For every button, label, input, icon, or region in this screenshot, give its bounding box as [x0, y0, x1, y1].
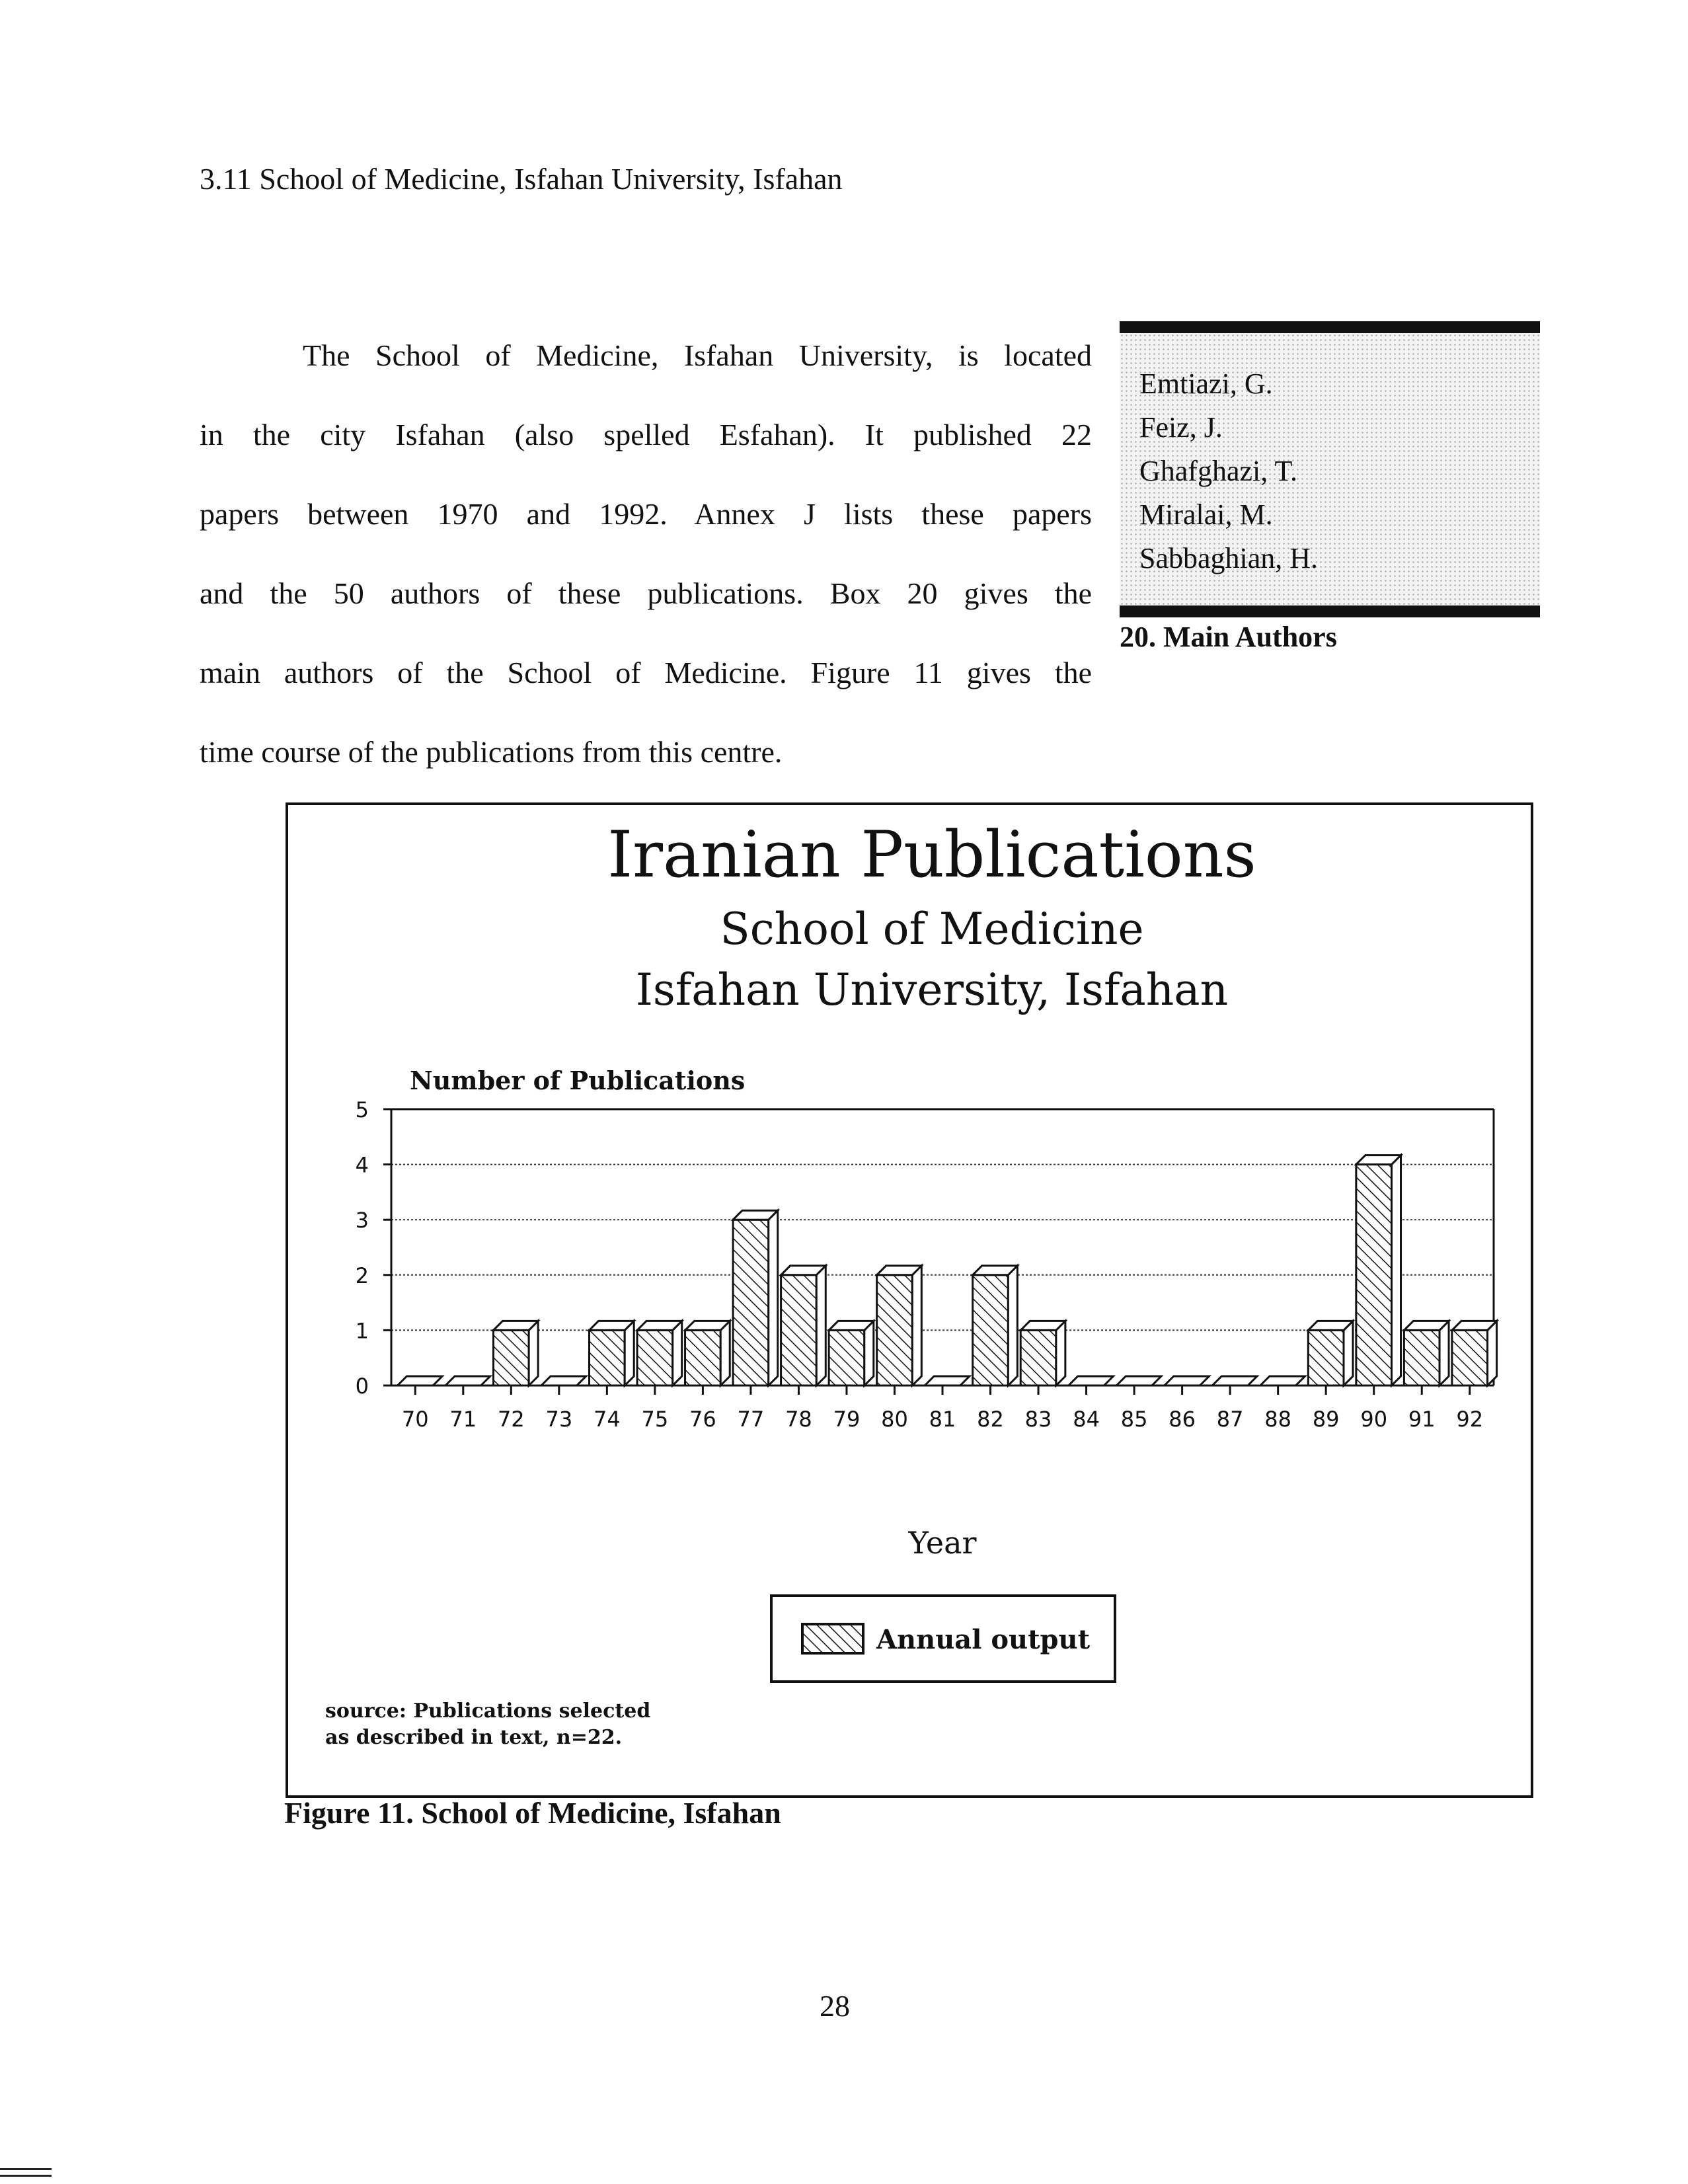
x-tick-label: 78	[785, 1407, 812, 1432]
y-tick-label: 0	[355, 1374, 369, 1399]
paragraph-line: papers between 1970 and 1992. Annex J lists these papers	[200, 497, 1092, 531]
scan-artifact-line	[0, 2175, 52, 2177]
bar-top	[1165, 1376, 1209, 1385]
bar-top	[397, 1376, 442, 1385]
bar	[829, 1330, 864, 1385]
main-authors-box	[1120, 321, 1540, 617]
bar-top	[541, 1376, 586, 1385]
x-tick-label: 80	[881, 1407, 908, 1432]
source-note: as described in text, n=22.	[325, 1726, 623, 1749]
chart-title: Iranian Publications	[607, 818, 1256, 892]
bar	[781, 1275, 817, 1385]
bar-side	[1008, 1266, 1017, 1385]
x-tick-label: 75	[641, 1407, 669, 1432]
bar-top	[1404, 1321, 1449, 1330]
plot-area	[356, 1097, 1497, 1432]
y-tick-label: 2	[355, 1263, 369, 1288]
bar	[1020, 1330, 1056, 1385]
bar-top	[1020, 1321, 1065, 1330]
x-tick-label: 79	[833, 1407, 861, 1432]
body-paragraph	[200, 316, 1092, 792]
x-tick-label: 86	[1169, 1407, 1196, 1432]
bar-side	[720, 1321, 730, 1385]
bar	[733, 1220, 769, 1385]
chart-subtitle: Isfahan University, Isfahan	[635, 964, 1229, 1015]
figure-caption: Figure 11. School of Medicine, Isfahan	[284, 1796, 781, 1830]
scan-artifact-line	[0, 2168, 52, 2170]
x-tick-label: 77	[737, 1407, 765, 1432]
y-axis-label: Number of Publications	[410, 1066, 746, 1095]
x-tick-label: 82	[977, 1407, 1004, 1432]
authors-list	[1139, 362, 1318, 580]
x-tick-label: 90	[1360, 1407, 1388, 1432]
bar-top	[1069, 1376, 1114, 1385]
bar-top	[973, 1266, 1018, 1275]
page-number: 28	[820, 1989, 850, 2023]
x-tick-label: 71	[449, 1407, 477, 1432]
y-tick-label: 3	[355, 1208, 369, 1233]
bar	[1404, 1330, 1439, 1385]
bar-top	[685, 1321, 730, 1330]
x-tick-label: 89	[1312, 1407, 1340, 1432]
bar-top	[1116, 1376, 1161, 1385]
bar-top	[637, 1321, 682, 1330]
bar	[877, 1275, 913, 1385]
bar-side	[1392, 1155, 1401, 1385]
x-tick-label: 83	[1024, 1407, 1052, 1432]
x-tick-label: 84	[1073, 1407, 1100, 1432]
author-name: Miralai, M.	[1139, 498, 1273, 531]
bar-top	[877, 1266, 922, 1275]
legend-label: Annual output	[876, 1624, 1091, 1655]
chart-subtitle: School of Medicine	[720, 904, 1144, 955]
bar-side	[1056, 1321, 1065, 1385]
bar-side	[864, 1321, 874, 1385]
bar-top	[925, 1376, 970, 1385]
x-tick-label: 73	[545, 1407, 573, 1432]
paragraph-line: and the 50 authors of these publications. Box 20 gives the	[200, 576, 1092, 610]
bar	[1356, 1165, 1392, 1385]
x-tick-label: 72	[497, 1407, 525, 1432]
paragraph-line: main authors of the School of Medicine. Figure 11 gives the	[200, 656, 1092, 689]
section-heading: 3.11 School of Medicine, Isfahan University, Isfahan	[200, 162, 843, 196]
x-tick-label: 85	[1120, 1407, 1148, 1432]
y-tick-label: 5	[355, 1097, 369, 1122]
bar-side	[1344, 1321, 1353, 1385]
bar	[973, 1275, 1009, 1385]
bar	[1452, 1330, 1488, 1385]
legend	[771, 1596, 1115, 1682]
bar-top	[1212, 1376, 1257, 1385]
bar	[685, 1330, 721, 1385]
bar-side	[1488, 1321, 1497, 1385]
bar-side	[529, 1321, 538, 1385]
bar-top	[781, 1266, 826, 1275]
x-tick-label: 88	[1264, 1407, 1292, 1432]
bar-side	[816, 1266, 825, 1385]
bar-top	[829, 1321, 874, 1330]
x-tick-label: 70	[401, 1407, 429, 1432]
bar	[493, 1330, 529, 1385]
x-tick-label: 76	[689, 1407, 716, 1432]
bar-side	[673, 1321, 682, 1385]
x-tick-label: 91	[1408, 1407, 1436, 1432]
bar-top	[590, 1321, 634, 1330]
author-name: Emtiazi, G.	[1139, 368, 1273, 400]
x-tick-label: 81	[929, 1407, 956, 1432]
author-name: Ghafghazi, T.	[1139, 455, 1298, 487]
bar-top	[1260, 1376, 1305, 1385]
bar-side	[625, 1321, 634, 1385]
bar	[637, 1330, 673, 1385]
x-tick-label: 87	[1216, 1407, 1244, 1432]
author-name: Feiz, J.	[1139, 411, 1223, 444]
bar-top	[1308, 1321, 1353, 1330]
bar-top	[445, 1376, 490, 1385]
bar-side	[912, 1266, 921, 1385]
paragraph-line: time course of the publications from this centre.	[200, 735, 783, 769]
paragraph-line: in the city Isfahan (also spelled Esfahan). It published 22	[200, 418, 1092, 451]
x-tick-label: 92	[1456, 1407, 1484, 1432]
author-name: Sabbaghian, H.	[1139, 542, 1319, 574]
source-note: source: Publications selected	[325, 1699, 651, 1723]
y-tick-label: 1	[355, 1318, 369, 1344]
bar-side	[1439, 1321, 1449, 1385]
x-tick-label: 74	[593, 1407, 621, 1432]
publications-chart	[286, 802, 1533, 1798]
bar	[590, 1330, 625, 1385]
paragraph-line: The School of Medicine, Isfahan University, is located	[303, 338, 1092, 372]
y-tick-label: 4	[355, 1152, 369, 1178]
bar-top	[493, 1321, 538, 1330]
box-caption: 20. Main Authors	[1120, 621, 1337, 653]
bar-top	[1356, 1155, 1401, 1165]
bar	[1308, 1330, 1344, 1385]
bar-top	[1452, 1321, 1497, 1330]
x-axis-label: Year	[908, 1525, 977, 1561]
bar-side	[769, 1210, 778, 1385]
legend-swatch	[802, 1624, 863, 1653]
bar-top	[733, 1210, 778, 1220]
